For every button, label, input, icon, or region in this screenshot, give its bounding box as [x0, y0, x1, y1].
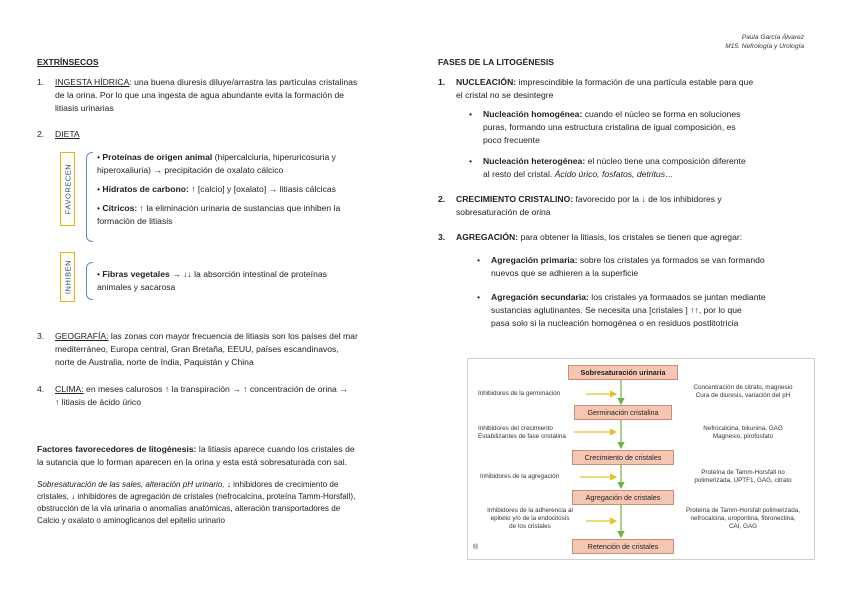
item-text: norte de Australia, norte de India, Paquistán y China	[55, 356, 254, 367]
label-line: de los cristales	[509, 523, 551, 531]
bullet-text: cuando el núcleo se forma en soluciones	[582, 109, 741, 119]
figure-logo: ®	[473, 544, 479, 551]
extrinsecos-title: EXTRÍNSECOS	[37, 57, 99, 67]
bullet-bold: Nucleación homogénea:	[483, 109, 583, 119]
label-line: Concentración de citrato, magnesio	[693, 384, 793, 391]
label-line: Nefrocalcina, bikunina, GAG	[703, 425, 783, 432]
label-line: Magnesio, pirofosfato	[712, 433, 774, 441]
fase-bold: NUCLEACIÓN:	[456, 77, 517, 87]
fase-number: 1.	[438, 77, 446, 87]
label-line: Proteína de Tamm-Horsfall no	[701, 469, 785, 476]
litogenesis-figure	[467, 358, 815, 560]
item-text: mediterráneo, Europa central, Gran Bretaña, EEUU, países escandinavos,	[55, 343, 339, 354]
item-label: CLIMA:	[55, 384, 84, 394]
label-line: epitelio y/o de la endocitosis	[490, 515, 570, 523]
bullet-bold: Agregación primaria:	[491, 255, 578, 265]
bullet-proteinas: • Proteínas de origen animal (hipercalciuria, hiperuricosuria y hiperoxaliuria) → precipitación de oxalato cálcico	[97, 152, 336, 175]
bullet-text: el núcleo tiene una composición diferente	[585, 156, 746, 166]
agregacion-primaria	[477, 254, 809, 280]
label-line: Inhibidores de la adherencia al	[487, 507, 573, 514]
fase-bold: AGREGACIÓN:	[456, 232, 519, 242]
bullet-text: poco frecuente	[483, 134, 540, 145]
label-citrato	[676, 384, 810, 400]
item-label: INGESTA HÍDRICA	[55, 77, 130, 87]
factores-paragraph	[37, 443, 407, 469]
item-number: 4.	[37, 384, 45, 394]
detail-text: obstrucción de la vía urinaria o anomalías anatómicas, alteración transportadores de	[37, 504, 341, 514]
detail-text: cristales, ↓ inhibidores de agregación de cristales (nefrocalcina, proteína Tamm-Horsfall),	[37, 492, 356, 502]
bullet-text: (hipercalciuria, hiperuricosuria y	[212, 152, 336, 162]
box-crecimiento: Crecimiento de cristales	[572, 450, 674, 465]
author-name: Paula García Álvarez	[741, 34, 804, 41]
item-text: de la orina. Por lo que una ingesta de agua abundante evita la formación de	[55, 89, 345, 100]
fase-text: el cristal no se desintegre	[456, 89, 554, 100]
label-line: Proteína de Tamm-Horsfall polimerizada,	[686, 507, 800, 514]
label-line: polimerizada, UPTF1, GAG, citrato	[694, 477, 792, 485]
label-line: Inhibidores del crecimiento	[478, 425, 553, 432]
bullet-bold: Cítricos:	[102, 202, 138, 213]
bullet-text: sustancias aglutinantes. Se necesita una [cristales ] ↑↑, por lo que	[491, 304, 742, 315]
label-inhib-agregacion: Inhibidores de la agregación	[480, 473, 560, 480]
nucleacion-homogenea	[469, 108, 803, 147]
box-sobresaturacion: Sobresaturación urinaria	[568, 365, 678, 380]
fase-text: para obtener la litiasis, los cristales se tienen que agregar:	[518, 232, 743, 242]
fase-nucleacion	[438, 76, 808, 102]
bullet-text: al resto del cristal.	[483, 168, 555, 179]
label-line: nefrocalcina, uropontina, fibronectina,	[690, 515, 796, 523]
bullet-dot: •	[477, 255, 481, 265]
favorecen-label: FAVORECEN	[62, 163, 72, 215]
fase-number: 3.	[438, 232, 446, 242]
fase-text: favorecido por la ↓ de los inhibidores y	[573, 194, 722, 204]
bullet-text: puras, formando una estructura cristalina de igual composición, es	[483, 121, 736, 132]
fase-text: sobresaturación de orina	[456, 206, 551, 217]
detail-text: ↓ inhibidores de crecimiento de	[224, 480, 339, 489]
fase-crecimiento	[438, 193, 808, 219]
item-text: litiasis urinarias	[55, 102, 114, 113]
label-inhib-adherencia	[474, 507, 586, 532]
item-number: 2.	[37, 129, 45, 139]
item-text: ↑ litiasis de ácido úrico	[55, 396, 141, 407]
bullet-text: sobre los cristales ya formados se van formando	[577, 255, 765, 265]
bullet-bold: Proteínas de origen animal	[102, 152, 213, 162]
detail-text: Calcio y oxalato o aminoglicanos del epitelio urinario	[37, 516, 226, 526]
factores-bold: Factores favorecedores de litogénesis:	[37, 444, 197, 454]
label-tamm-horsfall	[676, 469, 810, 485]
fases-title: FASES DE LA LITOGÉNESIS	[438, 57, 555, 67]
item-text: : una buena diuresis diluye/arrastra las partículas cristalinas	[129, 77, 358, 87]
item-label: GEOGRAFÍA:	[55, 331, 109, 341]
inhiben-label: INHIBEN	[62, 259, 72, 295]
bullet-text: ↑ la eliminación urinaria de sustancias que inhiben la	[137, 202, 341, 213]
fase-bold: CRECIMIENTO CRISTALINO:	[456, 194, 574, 204]
factores-text: la sutancia que lo forman aparecen en la orina y esta está sobresaturada con sal.	[37, 456, 348, 467]
label-inhib-crecimiento	[478, 425, 566, 441]
agregacion-secundaria	[477, 291, 809, 330]
item-ingesta	[37, 76, 407, 115]
item-geografia	[37, 330, 407, 369]
bullet-text: hiperoxaliuria) → precipitación de oxalato cálcico	[97, 164, 284, 175]
bullet-bold: Hidratos de carbono:	[102, 183, 189, 194]
label-tamm-polimerizada	[674, 507, 812, 532]
fase-text: imprescindible la formación de una partícula estable para que	[516, 77, 754, 87]
bullet-text: animales y sacarosa	[97, 281, 176, 292]
bullet-text: los cristales ya formaados se juntan mediante	[588, 292, 766, 302]
inhiben-brace	[86, 262, 93, 300]
bullet-text: nuevos que se adhieren a la superficie	[491, 267, 639, 278]
item-text: en meses calurosos ↑ la transpiración → ↑ concentración de orina →	[83, 384, 348, 394]
bullet-text: formación de litiasis	[97, 215, 173, 226]
bullet-dot: •	[469, 109, 473, 119]
item-number: 3.	[37, 331, 45, 341]
nucleacion-heterogenea	[469, 155, 808, 181]
inhiben-list: • Fibras vegetales → ↓↓ la absorción intestinal de proteínas animales y sacarosa	[97, 269, 327, 292]
box-germinacion: Germinación cristalina	[574, 405, 672, 420]
bullet-bold: Nucleación heterogénea:	[483, 156, 586, 166]
factores-detail	[37, 479, 409, 528]
item-text: las zonas con mayor frecuencia de litiasis son los países del mar	[108, 331, 358, 341]
bullet-text: → ↓↓ la absorción intestinal de proteínas	[169, 269, 327, 279]
fase-agregacion	[438, 231, 813, 244]
label-line: CAI, GAG	[729, 523, 757, 531]
item-number: 1.	[37, 77, 45, 87]
favorecen-list	[97, 151, 403, 227]
item-clima	[37, 383, 407, 409]
bullet-text: ↑ [calcio] y [oxalato] → litiasis cálcicas	[188, 183, 336, 194]
bullet-text: pasa solo si la nucleación homogénea o en residuos postlitotricia	[491, 317, 739, 328]
label-inhib-germinacion: Inhibidores de la germinación	[478, 390, 561, 397]
box-retencion: Retención de cristales	[572, 539, 674, 554]
detail-italic: Sobresaturación de las sales, alteración pH urinario,	[37, 480, 225, 489]
item-dieta	[37, 128, 80, 141]
bullet-bold: Agregación secundaria:	[491, 292, 589, 302]
bullet-hidratos: • Hidratos de carbono: ↑ [calcio] y [oxalato] → litiasis cálcicas	[97, 183, 336, 194]
bullet-dot: •	[477, 292, 481, 302]
course-name: M15. Nefrología y Urología	[725, 42, 804, 50]
label-line: Estabilizantes de fase cristalina	[478, 433, 566, 441]
fase-number: 2.	[438, 194, 446, 204]
favorecen-tag	[60, 152, 75, 226]
label-nefrocalcina	[676, 425, 810, 441]
box-agregacion: Agregación de cristales	[572, 490, 674, 505]
bullet-bold: Fibras vegetales	[102, 269, 170, 279]
factores-text: la litiasis aparece cuando los cristales de	[196, 444, 355, 454]
bullet-italic: Ácido úrico, fosfatos, detritus…	[554, 168, 674, 179]
label-line: Cura de diuresis, variación del pH	[695, 392, 791, 400]
bullet-citricos: • Cítricos: ↑ la eliminación urinaria de sustancias que inhiben la formación de litiasis	[97, 202, 341, 226]
favorecen-brace	[86, 152, 93, 242]
page-header	[725, 34, 804, 52]
item-label: DIETA	[55, 129, 80, 139]
bullet-dot: •	[469, 156, 473, 166]
inhiben-tag	[60, 252, 75, 302]
